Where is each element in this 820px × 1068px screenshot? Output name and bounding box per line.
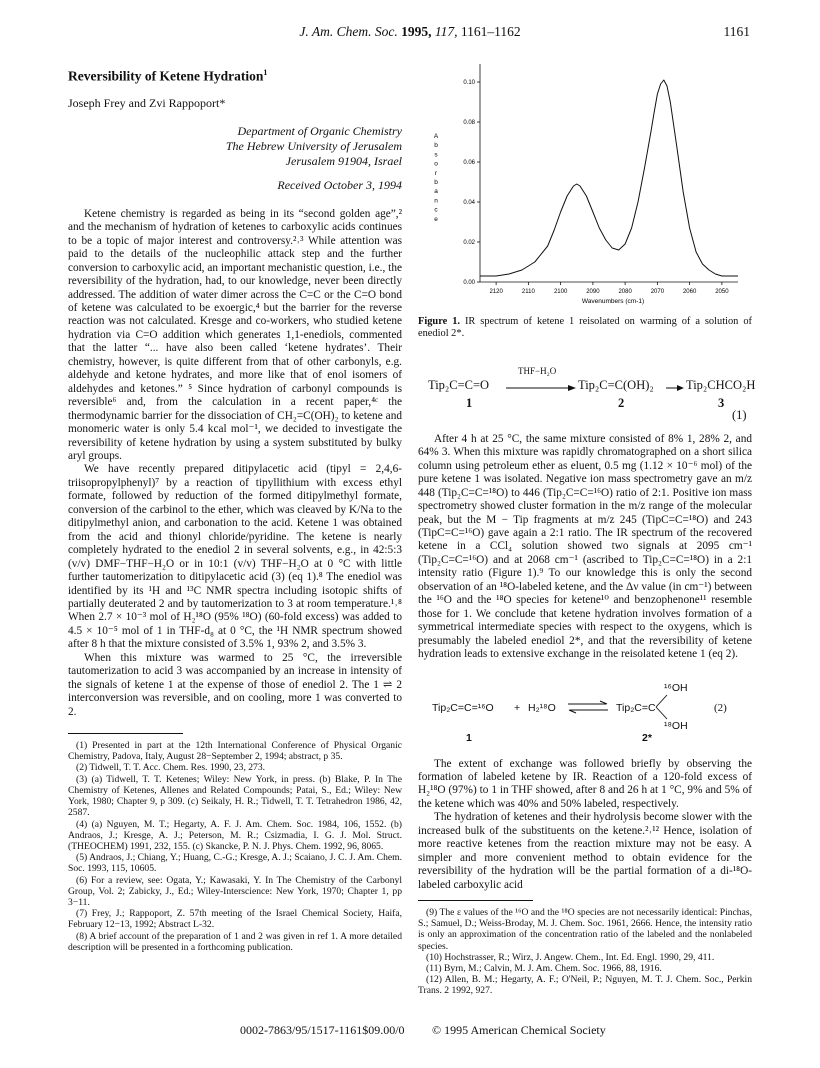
y-tick-label: 0.00 bbox=[463, 280, 475, 287]
footnote: (10) Hochstrasser, R.; Wirz, J. Angew. Chem., Int. Ed. Engl. 1990, 29, 411. bbox=[426, 951, 715, 963]
x-tick-label: 2070 bbox=[650, 289, 665, 295]
footnote: (9) The ε values of the ¹⁶O and the ¹⁸O species are not necessarily identical: Pinchas, S.; Samuel, D.; Weiss-Broday, M. J. Chem. Soc. 1961, 2666. Hence, the intensity ratio is only an approximation of the concentration ratio of the labeled and the nonlabeled species. bbox=[418, 907, 752, 952]
x-tick-label: 2060 bbox=[682, 289, 697, 295]
spectrum-series bbox=[480, 80, 738, 276]
footnotes bbox=[418, 907, 752, 997]
body-paragraph: The extent of exchange was followed briefly by observing the formation of labeled ketene by IR. Reaction of a 120-fold excess of H₂¹⁸O (97%) to 1 in THF showed, after 8 and 26 h at 1 °C, 9% and 5% of the ketene which was 40% and 50% labeled, respectively. bbox=[418, 757, 752, 810]
eq2-reactant: Tip₂C=C=¹⁶O bbox=[432, 701, 494, 714]
article-title: Reversibility of Ketene Hydration$^1$ bbox=[68, 68, 268, 84]
right-column bbox=[418, 58, 756, 997]
eq1-label-1: 1 bbox=[466, 395, 473, 410]
eq1-number: (1) bbox=[732, 407, 747, 422]
spectrum-line bbox=[480, 80, 738, 276]
footnote: (2) Tidwell, T. T. Acc. Chem. Res. 1990, 23, 273. bbox=[76, 762, 266, 774]
x-tick-label: 2090 bbox=[586, 289, 600, 295]
eq1-arrow bbox=[506, 383, 576, 393]
y-axis-label-letters bbox=[434, 133, 439, 223]
y-tick-label: 0.04 bbox=[463, 200, 475, 207]
journal-volume: 117, bbox=[434, 24, 458, 39]
figure-caption bbox=[418, 316, 752, 341]
eq1-arrow-2 bbox=[666, 383, 684, 393]
eq2-bonds bbox=[655, 692, 669, 722]
eq1-label-2: 2 bbox=[618, 395, 625, 410]
eq2-label-2: 2* bbox=[642, 731, 652, 744]
received-date: Received October 3, 1994 bbox=[277, 178, 402, 193]
eq1-reactant: Tip₂C=C=O bbox=[428, 377, 490, 392]
authors: Joseph Frey and Zvi Rappoport* bbox=[68, 95, 226, 110]
x-tick-label: 2110 bbox=[521, 289, 535, 295]
affiliation-line: The Hebrew University of Jerusalem bbox=[225, 139, 402, 154]
affiliation-line: Department of Organic Chemistry bbox=[237, 124, 402, 139]
x-tick-label: 2120 bbox=[489, 289, 503, 295]
eq1-acid: Tip₂CHCO₂H bbox=[686, 377, 756, 392]
page-number: 1161 bbox=[723, 24, 750, 39]
y-axis-label-letter: e bbox=[434, 215, 438, 223]
journal-citation bbox=[70, 24, 750, 40]
y-axis-label-letter: b bbox=[434, 142, 438, 150]
body-paragraph: The hydration of ketenes and their hydrolysis become slower with the increased bulk of the substituents on the ketene.²˒¹² Hence, isolation of more reactive ketenes from the reaction mixture may not be easy. A simpler and more convenient method to obtain evidence for the reversibility of the hydration will be the partial formation of a di-¹⁸O-labeled carboxylic acid bbox=[418, 811, 752, 891]
equation-2 bbox=[418, 674, 752, 744]
y-axis-label-letter: b bbox=[434, 179, 438, 186]
y-axis-label-letter: s bbox=[434, 151, 438, 159]
footnote: (7) Frey, J.; Rappoport, Z. 57th meeting of the Israel Chemical Society, Haifa, February 12−13, 1992; Abstract L-32. bbox=[68, 908, 402, 931]
left-column bbox=[68, 58, 402, 953]
y-axis-label-letter: n bbox=[434, 197, 438, 205]
body-paragraph: We have recently prepared ditipylacetic acid (tipyl = 2,4,6-triisopropylphenyl)⁷ by a reaction of tipyllithium with excess ethyl formate, followed by reduction of the formed ditipylmethyl formate, conversion of the carbinol to the ether, which was cleaved by K/Na to the ditipylmethyl anion, and carbonation to the acid. Ketene 1 was obtained from the acid and thionyl chloride/pyridine. The ketene is nearly completely hydrated to the enediol 2 in several solvents, e.g., in 42:5:3 (v/v) DMF−THF−H₂O or in 10:1 (v/v) THF−H₂O at 0 °C with little further tautomerization to ditipylacetic acid (3) (eq 1).⁸ The enediol was identified by its ¹H and ¹³C NMR spectra including isotopic shifts of partially deuterated 2 and by tautomerization to 3 at room temperature.¹˒⁸ When 2.7 × 10⁻³ mol of H₂¹⁸O (95% ¹⁸O) (60-fold excess) was added to 4.5 × 10⁻⁵ mol of 1 in THF-d₈ at 0 °C, the ¹H NMR spectrum showed after 8 h that the mixture consisted of 3.5% 1, 93% 2, and 3.5% 3. bbox=[68, 463, 402, 651]
journal-year: 1995, bbox=[401, 24, 432, 39]
figure-caption-label: Figure 1. bbox=[418, 316, 460, 327]
footnote: (6) For a review, see: Ogata, Y.; Kawasaki, Y. In The Chemistry of the Carbonyl Group, Vol. 2; Zabicky, J., Ed.; Wiley-Interscience: New York, 1970; Chapter 1, pp 3−11. bbox=[68, 874, 402, 908]
y-axis-label-letter: A bbox=[433, 133, 439, 140]
ir-spectrum-chart bbox=[418, 58, 752, 308]
figure-1 bbox=[418, 58, 752, 308]
title-footnote-mark: 1 bbox=[263, 68, 268, 77]
equation-1 bbox=[418, 359, 756, 427]
eq2-label-1: 1 bbox=[466, 731, 472, 744]
y-axis-label-letter: a bbox=[434, 188, 438, 196]
copyright: © 1995 American Chemical Society bbox=[432, 1023, 606, 1037]
eq1-enediol: Tip₂C=C(OH)₂ bbox=[578, 377, 654, 392]
body-paragraph: When this mixture was warmed to 25 °C, the irreversible tautomerization to acid 3 was accompanied by an increase in intensity of the signals of ketene 1 at the expense of those of enediol 2. The 1 ⇌ 2 interconversion was reversible, and on cooling, more 1 was converted to 2. bbox=[68, 651, 402, 718]
footnote: (11) Byrn, M.; Calvin, M. J. Am. Chem. Soc. 1966, 88, 1916. bbox=[426, 963, 662, 975]
x-tick-label: 2100 bbox=[553, 289, 568, 295]
footnote: (5) Andraos, J.; Chiang, Y.; Huang, C.-G.; Kresge, A. J.; Scaiano, J. C. J. Am. Chem. Soc. 1993, 115, 10605. bbox=[68, 852, 402, 875]
eq2-product: Tip₂C=C bbox=[616, 701, 656, 714]
running-header bbox=[70, 24, 750, 44]
affiliation bbox=[68, 124, 402, 169]
y-tick-label: 0.10 bbox=[463, 80, 475, 87]
footnotes bbox=[68, 740, 402, 953]
eq2-number: (2) bbox=[714, 701, 727, 714]
eq2-plus: + bbox=[514, 701, 521, 714]
eq2-oh18: ¹⁸OH bbox=[664, 719, 688, 732]
x-ticks bbox=[489, 282, 729, 295]
footnote-divider bbox=[68, 733, 183, 734]
eq2-water: H₂¹⁸O bbox=[528, 701, 556, 714]
y-axis-label-letter: r bbox=[434, 169, 438, 177]
eq1-reagent: THF−H₂O bbox=[518, 365, 557, 376]
x-tick-label: 2050 bbox=[715, 289, 729, 295]
y-tick-label: 0.02 bbox=[463, 240, 475, 247]
eq1-label-3: 3 bbox=[718, 395, 725, 410]
footnote: (8) A brief account of the preparation of 1 and 2 was given in ref 1. A more detailed description will be presented in a forthcoming publication. bbox=[68, 930, 402, 953]
footnote: (4) (a) Nguyen, M. T.; Hegarty, A. F. J. Am. Chem. Soc. 1984, 106, 1552. (b) Andraos, J.; Kresge, A. J.; Peterson, M. R.; Csizmadia, I. G. J. Mol. Struct. (THEOCHEM) 1991, 232, 155. (c) Skancke, P. N. J. Phys. Chem. 1992, 96, 8065. bbox=[68, 818, 402, 852]
eq2-oh16: ¹⁶OH bbox=[664, 681, 688, 694]
journal-pages: 1161–1162 bbox=[460, 24, 521, 39]
x-axis-label: Wavenumbers (cm-1) bbox=[581, 298, 645, 305]
y-tick-label: 0.08 bbox=[463, 120, 475, 127]
affiliation-line: Jerusalem 91904, Israel bbox=[285, 154, 402, 169]
y-axis-label-letter: c bbox=[434, 206, 438, 214]
footnote: (12) Allen, B. M.; Hegarty, A. F.; O'Neil, P.; Nguyen, M. T. J. Chem. Soc., Perkin Trans. 2 1992, 927. bbox=[418, 974, 752, 997]
x-tick-label: 2080 bbox=[618, 289, 632, 295]
figure-caption-text: IR spectrum of ketene 1 reisolated on warming of a solution of enediol 2*. bbox=[418, 316, 752, 340]
body-paragraph: Ketene chemistry is regarded as being in its “second golden age”,² and the mechanism of hydration of ketenes to carboxylic acids continues to be a topic of major interest and controversy.²˒³ While attention was paid to the details of the nucleophilic attack step and the further conversion to carboxylic acid, an important mechanistic question, i.e., the reversibility of the hydration, had, to our knowledge, never been directly addressed. The addition of water dimer across the C=C or the C=O bond of ketene was calculated to be exoergic,⁴ but the barrier for the reverse reaction was not calculated. Kresge and co-workers, who studied ketene hydration via C=O addition which generates 1,1-enediols, commented that the latter “... have also been called ‘ketene hydrates’. Their chemistry, however, is quite different from that of other carbonyls, e.g. aldehyde and ketone hydrates, and more like that of enol isomers of aldehydes and ketones.” ⁵ Since hydration of carbonyl compounds is reversible⁶ and, from the calculation in a recent paper,⁴ᶜ the thermodynamic barrier for the dissociation of CH₂=C(OH)₂ to ketene and monomeric water is only 5.4 kcal mol⁻¹, we decided to investigate the reversibility of ketene hydration by using a system substituted by bulky aryl groups. bbox=[68, 207, 402, 463]
footnote: (1) Presented in part at the 12th International Conference of Physical Organic Chemistry, Padova, Italy, August 28−September 2, 1994; abstract, p 35. bbox=[68, 740, 402, 763]
body-paragraph: After 4 h at 25 °C, the same mixture consisted of 8% 1, 28% 2, and 64% 3. When this mixture was rapidly chromatographed on a short silica column using petroleum ether as eluent, 0.5 mg (1.12 × 10⁻⁶ mol) of the pure ketene 1 was isolated. Negative ion mass spectrometry gave an m/z 448 (Tip₂C=C=¹⁸O) to 446 (Tip₂C=C=¹⁶O) ratio of 2:1. Positive ion mass spectrometry showed cluster formation in the m/z range of the molecular peak, but the M − Tip fragments at m/z 245 (TipC=C=¹⁸O) and 243 (TipC=C=¹⁶O) gave again a 2:1 ratio. The IR spectrum of the recovered ketene in a CCl₄ solution showed two signals at 2095 cm⁻¹ (Tip₂C=C=¹⁶O) and at 2068 cm⁻¹ (ascribed to Tip₂C=C=¹⁸O) in a 2:1 intensity ratio (Figure 1).⁹ To our knowledge this is only the second observation of an ¹⁸O-labeled ketene, and the Δν value (in cm⁻¹) between the ¹⁶O and the ¹⁸O species for ketene¹⁰ and benzophenone¹¹ resemble those for 1. We conclude that ketene hydration involves formation of a symmetrical intermediate species with respect to the oxygens, which is presumably the labeled enediol 2*, and that the reversibility of ketene hydration leads to extensive exchange in the reisolated ketene 1 (eq 2). bbox=[418, 432, 752, 661]
y-ticks bbox=[463, 80, 480, 286]
footnote-divider bbox=[418, 900, 533, 901]
journal-name: J. Am. Chem. Soc. bbox=[299, 24, 398, 39]
y-axis-label-letter: o bbox=[434, 160, 438, 168]
axes bbox=[480, 64, 738, 282]
article-code: 0002-7863/95/1517-1161$09.00/0 bbox=[240, 1023, 405, 1037]
y-tick-label: 0.06 bbox=[463, 160, 475, 167]
eq2-equilibrium-arrow bbox=[566, 700, 610, 714]
footnote: (3) (a) Tidwell, T. T. Ketenes; Wiley: New York, in press. (b) Blake, P. In The Chemistry of Ketenes, Allenes and Related Compounds; Patai, S., Ed.; Wiley: New York, 1980; Chapter 9, p 309. (c) Seikaly, H. R.; Tidwell, T. T. Tetrahedron 1986, 42, 2587. bbox=[68, 773, 402, 819]
